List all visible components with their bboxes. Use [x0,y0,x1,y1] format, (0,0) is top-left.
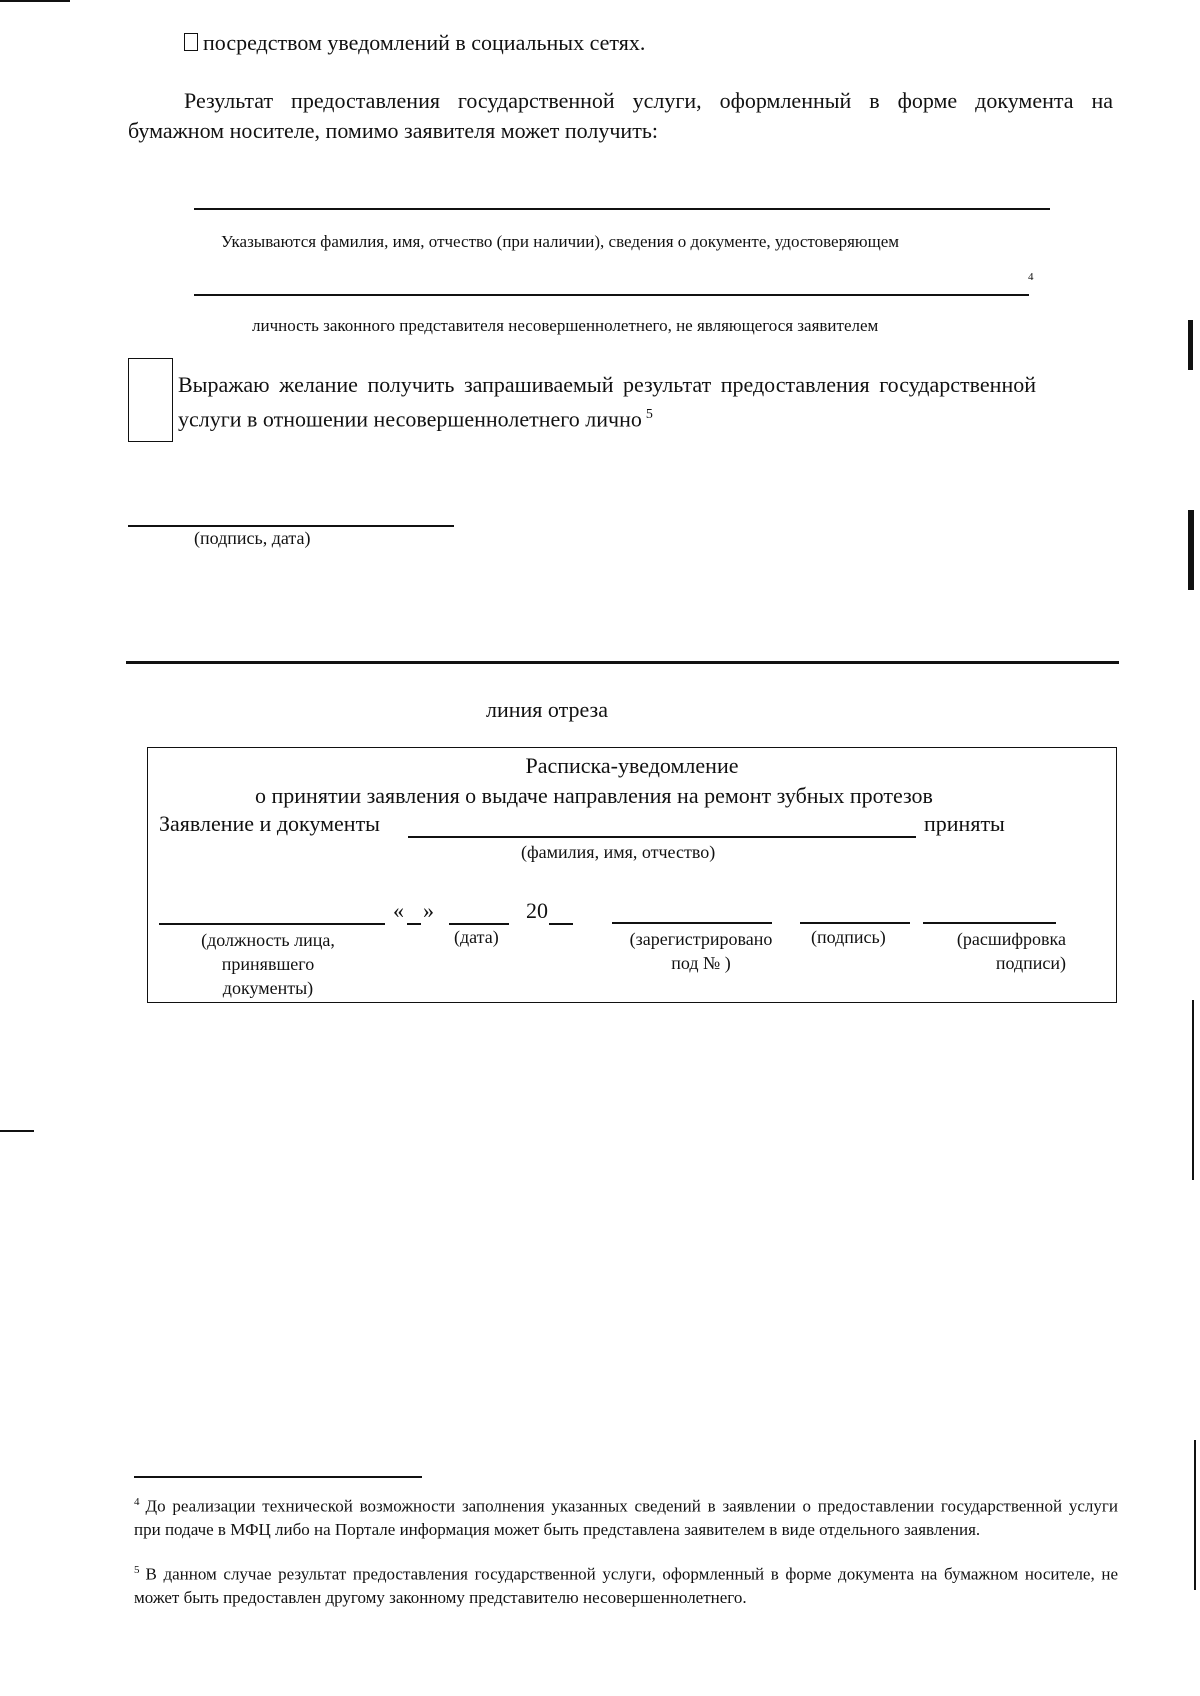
footnote-ref-4: 4 [1028,271,1034,283]
option-checkbox[interactable] [184,33,198,51]
signature-line [128,525,454,527]
footnote-separator [134,1476,422,1478]
receipt-subtitle: о принятии заявления о выдаче направления на ремонт зубных протезов [255,783,933,808]
representative-caption-1: Указываются фамилия, имя, отчество (при наличии), сведения о документе, удостоверяющем [221,232,899,251]
footnote-ref-5: 5 [645,407,653,422]
receipt-fio-line [408,836,916,838]
cut-line [126,661,1119,664]
receipt-date-caption: (дата) [454,927,499,947]
receipt-title: Расписка-уведомление [525,753,739,778]
receipt-sign-line [800,922,910,924]
receipt-fio-caption: (фамилия, имя, отчество) [521,842,716,862]
receipt-date-quote-close: » [423,898,434,923]
scan-mark-top-left [0,0,70,2]
footnote-4-text: До реализации технической возможности заполнения указанных сведений в заявлении о предоставлении государственной услуги при подаче в МФЦ либо на Портале информация может быть представлена заявителем в виде отдельного заявления. [134,1496,1118,1539]
scan-mark-right-edge-4 [1194,1440,1196,1590]
result-paragraph: Результат предоставления государственной услуги, оформленный в форме документа на бумажном носителе, помимо заявителя может получить: [128,88,1113,143]
representative-caption-2: личность законного представителя несовершеннолетнего, не являющегося заявителем [252,316,879,335]
receipt-decode-caption: (расшифровка подписи) [956,929,1066,973]
wish-text [178,370,1036,434]
scan-mark-right-edge-1 [1188,320,1193,370]
signature-caption: (подпись, дата) [194,528,311,548]
receipt-date-day-line [407,923,421,925]
receipt-date-quote-open: « [393,898,404,923]
receipt-box [147,747,1117,1003]
receipt-date-month-line [449,923,509,925]
option-social-text: посредством уведомлений в социальных сетях. [203,30,646,55]
footnote-5-text: В данном случае результат предоставления государственной услуги, оформленный в форме документа на бумажном носителе, не может быть предоставлен другому законному представителю несовершеннолетнего. [134,1564,1118,1607]
receipt-registered-caption: (зарегистрировано под № ) [629,929,773,973]
option-social-networks [184,30,884,56]
footnote-5 [134,1559,1118,1609]
scan-mark-right-edge-3 [1192,1000,1194,1180]
receipt-date-year: 20 [526,898,548,923]
footnote-4 [134,1491,1118,1541]
cut-line-label: линия отреза [486,697,608,722]
receipt-sign-caption: (подпись) [811,927,886,947]
footnote-4-mark: 4 [134,1496,140,1508]
footnote-5-mark: 5 [134,1564,140,1576]
receipt-decode-line [923,922,1056,924]
receipt-accepted-label: приняты [924,811,1005,836]
wish-checkbox[interactable] [128,358,173,442]
receipt-position-caption: (должность лица, принявшего документы) [201,930,335,998]
scan-mark-right-edge-2 [1188,510,1194,590]
scan-mark-left-edge [0,1130,34,1132]
receipt-position-line [159,923,385,925]
receipt-docs-label: Заявление и документы [159,811,380,836]
receipt-registered-line [612,922,772,924]
representative-line-2 [194,294,1029,296]
receipt-date-year-line [549,923,573,925]
representative-line-1 [194,208,1050,210]
wish-text-body: Выражаю желание получить запрашиваемый результат предоставления государственной услуги в отношении несовершеннолетнего лично [178,372,1036,432]
